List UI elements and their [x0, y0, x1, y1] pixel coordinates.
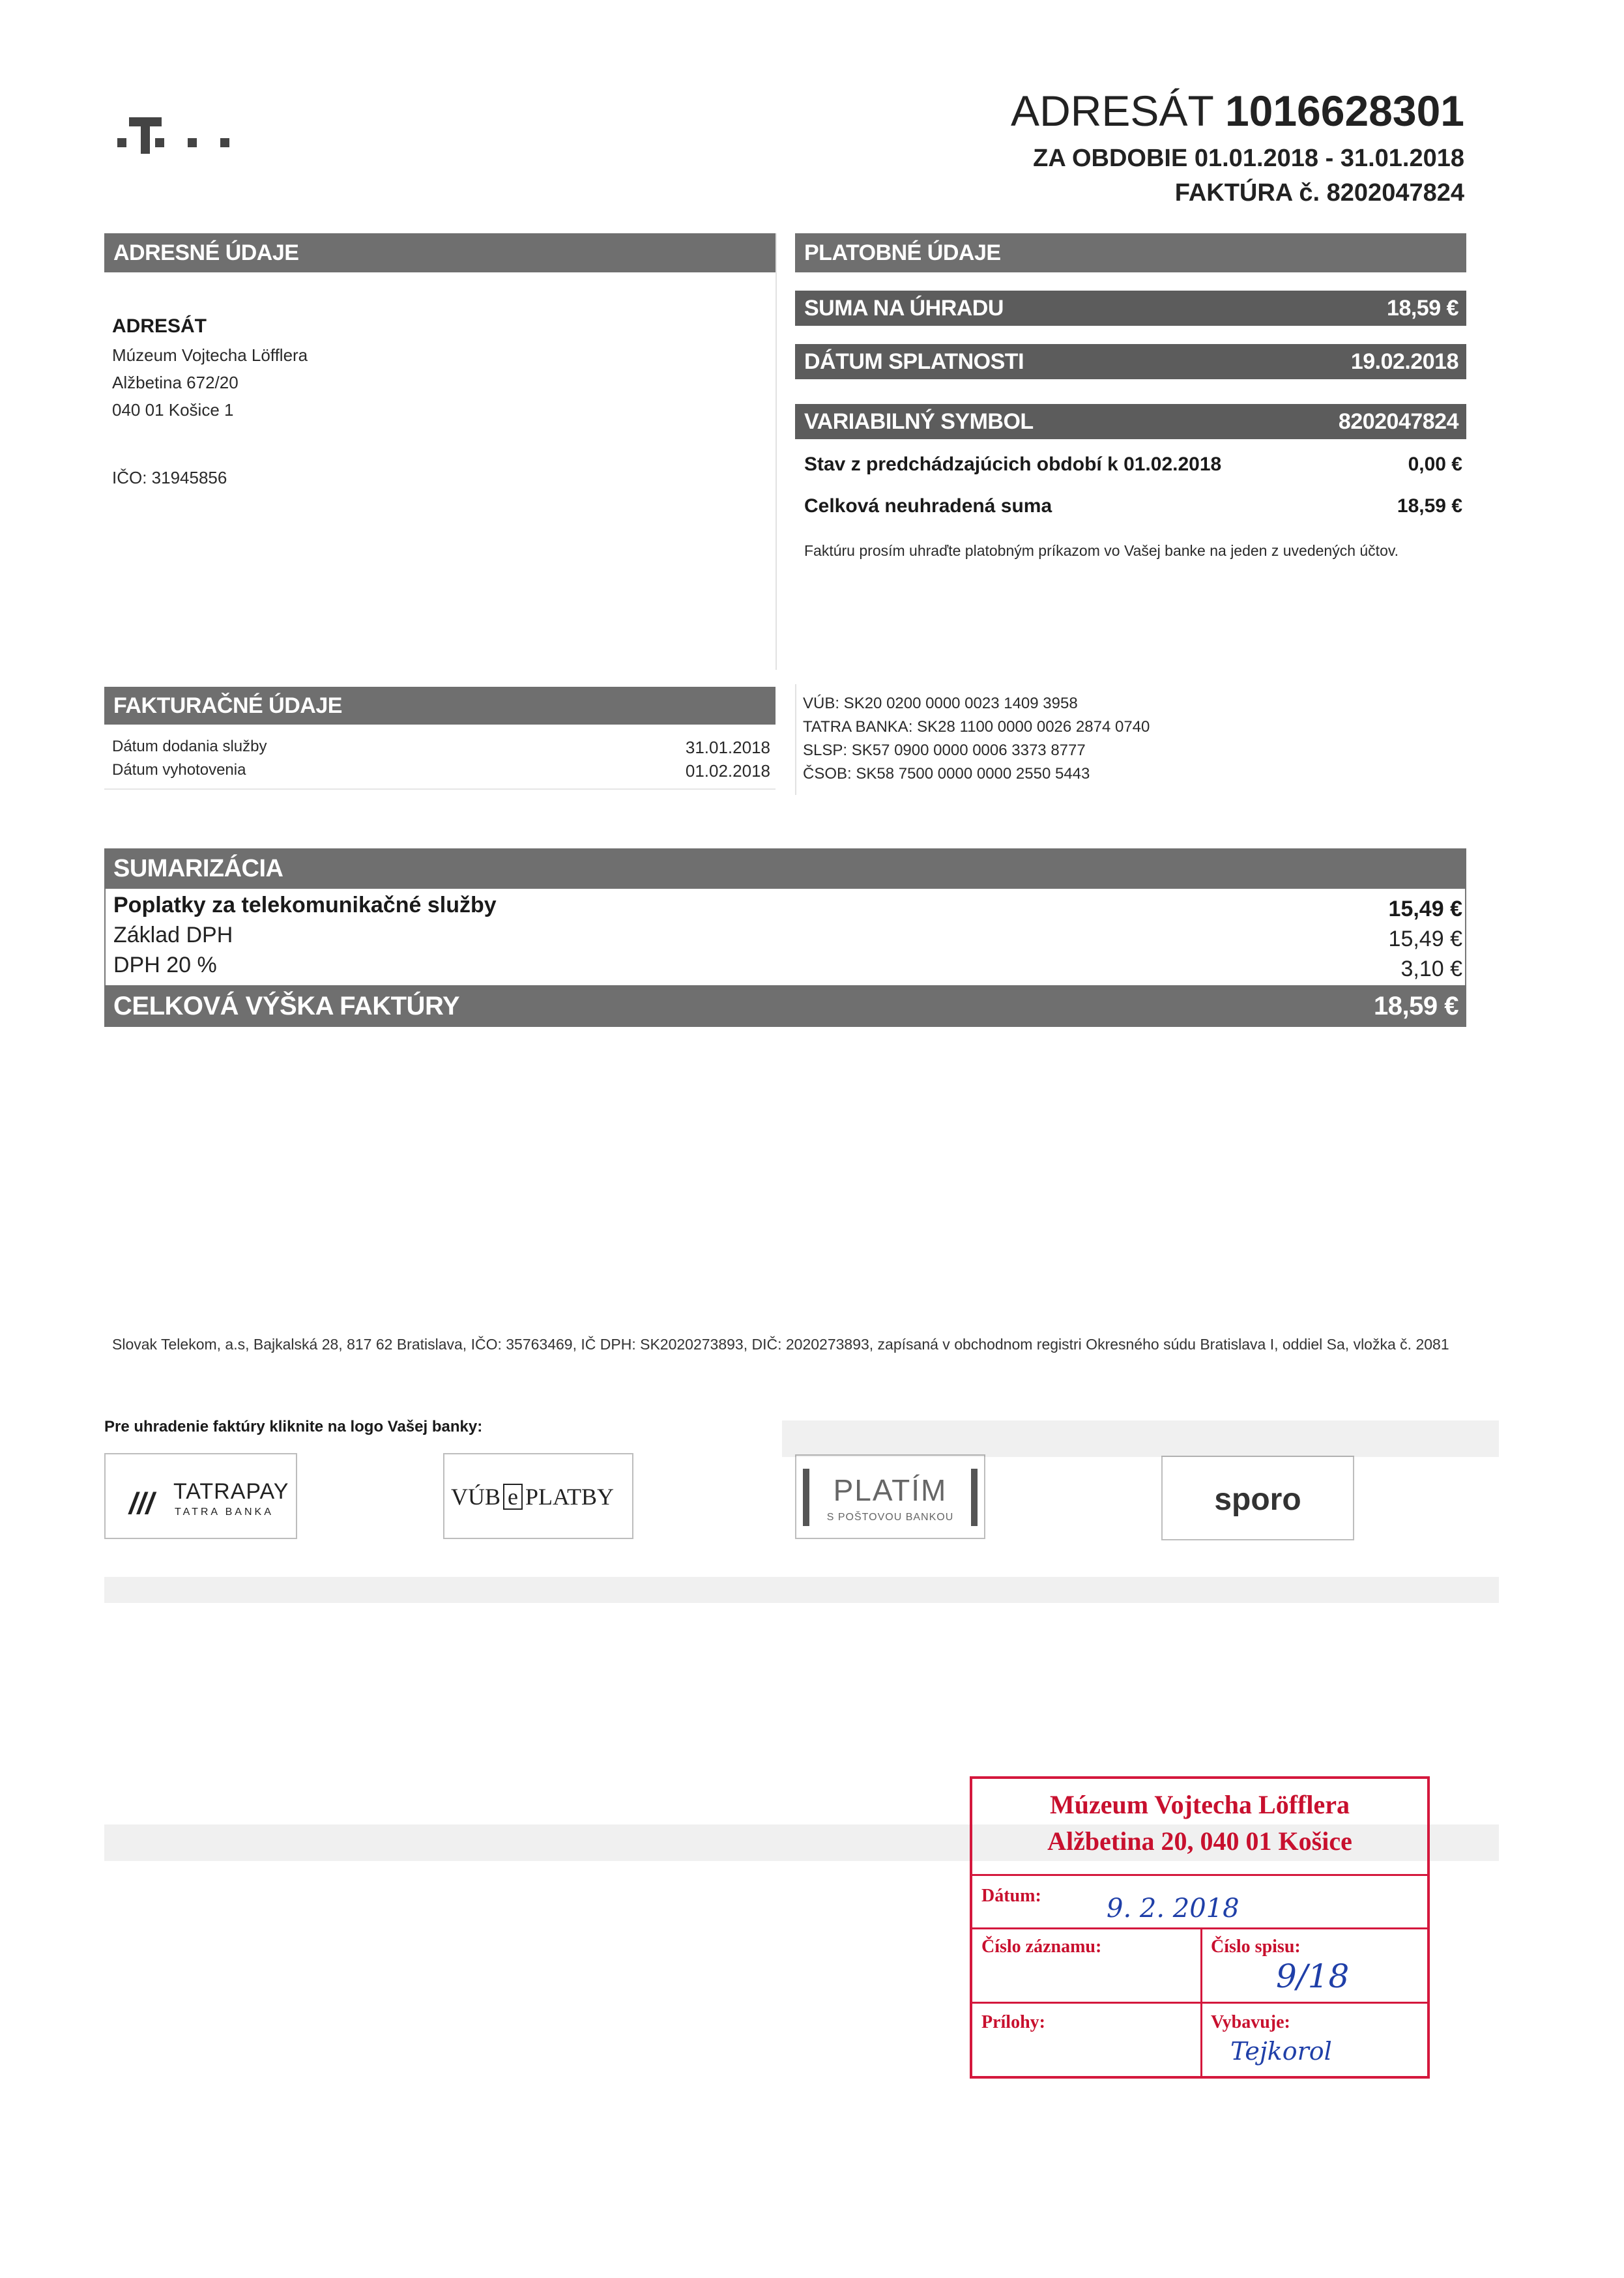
- billing-section-bar: FAKTURAČNÉ ÚDAJE: [104, 687, 776, 725]
- total-unpaid-value: 18,59 €: [1397, 495, 1462, 517]
- adresat-label: ADRESÁT: [1011, 87, 1213, 135]
- tatrapay-slash-icon: ///: [129, 1486, 154, 1520]
- fees-value: 15,49 €: [1388, 897, 1462, 921]
- variable-symbol-value: 8202047824: [1338, 409, 1458, 434]
- stamp-handled-value: Tejkorol: [1230, 2037, 1332, 2066]
- vat-label: DPH 20 %: [113, 953, 217, 977]
- variable-symbol-row: [795, 404, 1466, 439]
- logo-t-stem: [141, 117, 150, 154]
- bank-account-vub: VÚB: SK20 0200 0000 0023 1409 3958: [803, 695, 1078, 712]
- invoice-total-row: [104, 985, 1466, 1027]
- amount-due-row: [795, 291, 1466, 326]
- stamp-org-line2: Alžbetina 20, 040 01 Košice: [1047, 1826, 1352, 1856]
- stamp-handled-label: Vybavuje:: [1211, 2012, 1290, 2032]
- vat-base-label: Základ DPH: [113, 923, 233, 947]
- period-line: [1033, 145, 1464, 173]
- invoice-line: [1175, 179, 1464, 207]
- stamp-date-value: 9. 2. 2018: [1107, 1894, 1240, 1924]
- invoice-label: FAKTÚRA č.: [1174, 179, 1320, 207]
- variable-symbol-label: VARIABILNÝ SYMBOL: [804, 409, 1034, 434]
- address-divider: [776, 233, 777, 670]
- bank-account-slsp: SLSP: SK57 0900 0000 0006 3373 8777: [803, 742, 1086, 759]
- logo-dot-4: [220, 138, 229, 147]
- vat-value: 3,10 €: [1400, 957, 1462, 981]
- recipient-name: Múzeum Vojtecha Löfflera: [112, 345, 308, 365]
- stamp-vline: [1200, 1927, 1202, 2079]
- tatrapay-sub: TATRA BANKA: [175, 1507, 274, 1518]
- sporo-name: sporo: [1214, 1482, 1301, 1517]
- stamp-line-3: [970, 2002, 1430, 2004]
- amount-due-label: SUMA NA ÚHRADU: [804, 296, 1004, 321]
- period-label: ZA OBDOBIE: [1033, 145, 1188, 172]
- stamp-file-label: Číslo spisu:: [1211, 1937, 1301, 1957]
- period-value: 01.01.2018 - 31.01.2018: [1194, 145, 1464, 172]
- previous-balance-label: Stav z predchádzajúcich období k 01.02.2018: [804, 454, 1222, 475]
- platim-sub: S POŠTOVOU BANKOU: [826, 1512, 954, 1523]
- adresat-number: 1016628301: [1225, 87, 1464, 135]
- company-footer: Slovak Telekom, a.s, Bajkalská 28, 817 62 Bratislava, IČO: 35763469, IČ DPH: SK2020273893, DIČ: 2020273893, zapísaná v obchodnom registri Okresného súdu Bratislava I, oddiel Sa, vložka č. 2081: [112, 1336, 1449, 1353]
- pay-prompt: Pre uhradenie faktúry kliknite na logo Vašej banky:: [104, 1418, 483, 1435]
- platim-name: PLATÍM: [833, 1473, 948, 1507]
- stamp-file-value: 9/18: [1276, 1957, 1350, 1995]
- invoice-total-value: 18,59 €: [1374, 992, 1458, 1020]
- telekom-logo: [117, 111, 254, 169]
- logo-dot-1: [117, 138, 126, 147]
- delivery-date-label: Dátum dodania služby: [112, 738, 267, 755]
- vub-e-icon: e: [503, 1484, 523, 1510]
- stamp-date-label: Dátum:: [981, 1886, 1041, 1906]
- address-section-bar: ADRESNÉ ÚDAJE: [104, 233, 776, 272]
- issued-date-label: Dátum vyhotovenia: [112, 761, 246, 779]
- stamp-line-2: [970, 1927, 1430, 1929]
- issued-date-value: 01.02.2018: [685, 761, 770, 781]
- registry-stamp: [970, 1776, 1430, 2079]
- payment-section-bar: PLATOBNÉ ÚDAJE: [795, 233, 1466, 272]
- stamp-org-line1: Múzeum Vojtecha Löfflera: [1050, 1790, 1350, 1819]
- invoice-total-label: CELKOVÁ VÝŠKA FAKTÚRY: [113, 992, 460, 1020]
- recipient-label: ADRESÁT: [112, 315, 207, 337]
- adresat-header: [1011, 86, 1464, 136]
- vat-base-value: 15,49 €: [1388, 927, 1462, 951]
- due-date-label: DÁTUM SPLATNOSTI: [804, 349, 1024, 374]
- fees-label: Poplatky za telekomunikačné služby: [113, 893, 497, 917]
- stamp-record-label: Číslo záznamu:: [981, 1937, 1102, 1957]
- payment-note: Faktúru prosím uhraďte platobným príkazom vo Vašej banke na jeden z uvedených účtov.: [804, 542, 1399, 559]
- logo-dot-2: [155, 138, 164, 147]
- logo-dot-3: [188, 138, 197, 147]
- due-date-value: 19.02.2018: [1350, 349, 1458, 374]
- stamp-line-1: [970, 1874, 1430, 1876]
- recipient-ico: IČO: 31945856: [112, 468, 227, 487]
- total-unpaid-label: Celková neuhradená suma: [804, 495, 1052, 517]
- tatrapay-name: TATRAPAY: [173, 1479, 289, 1504]
- recipient-street: Alžbetina 672/20: [112, 373, 239, 392]
- bank-account-tatra: TATRA BANKA: SK28 1100 0000 0026 2874 0740: [803, 718, 1150, 736]
- recipient-city: 040 01 Košice 1: [112, 400, 234, 420]
- invoice-number: 8202047824: [1326, 179, 1464, 207]
- stamp-border-top: [970, 1776, 1430, 1779]
- summary-section-bar: SUMARIZÁCIA: [104, 848, 1466, 889]
- amount-due-value: 18,59 €: [1387, 296, 1458, 321]
- previous-balance-value: 0,00 €: [1408, 454, 1462, 475]
- stamp-attachments-label: Prílohy:: [981, 2012, 1045, 2032]
- banks-divider: [795, 684, 796, 795]
- stamp-border-bottom: [970, 2076, 1430, 2079]
- bank-account-csob: ČSOB: SK58 7500 0000 0000 2550 5443: [803, 765, 1090, 783]
- delivery-date-value: 31.01.2018: [685, 738, 770, 757]
- vub-left: VÚB: [451, 1484, 501, 1510]
- billing-bottom-line: [104, 788, 776, 790]
- due-date-row: [795, 344, 1466, 379]
- vub-right: PLATBY: [525, 1484, 615, 1510]
